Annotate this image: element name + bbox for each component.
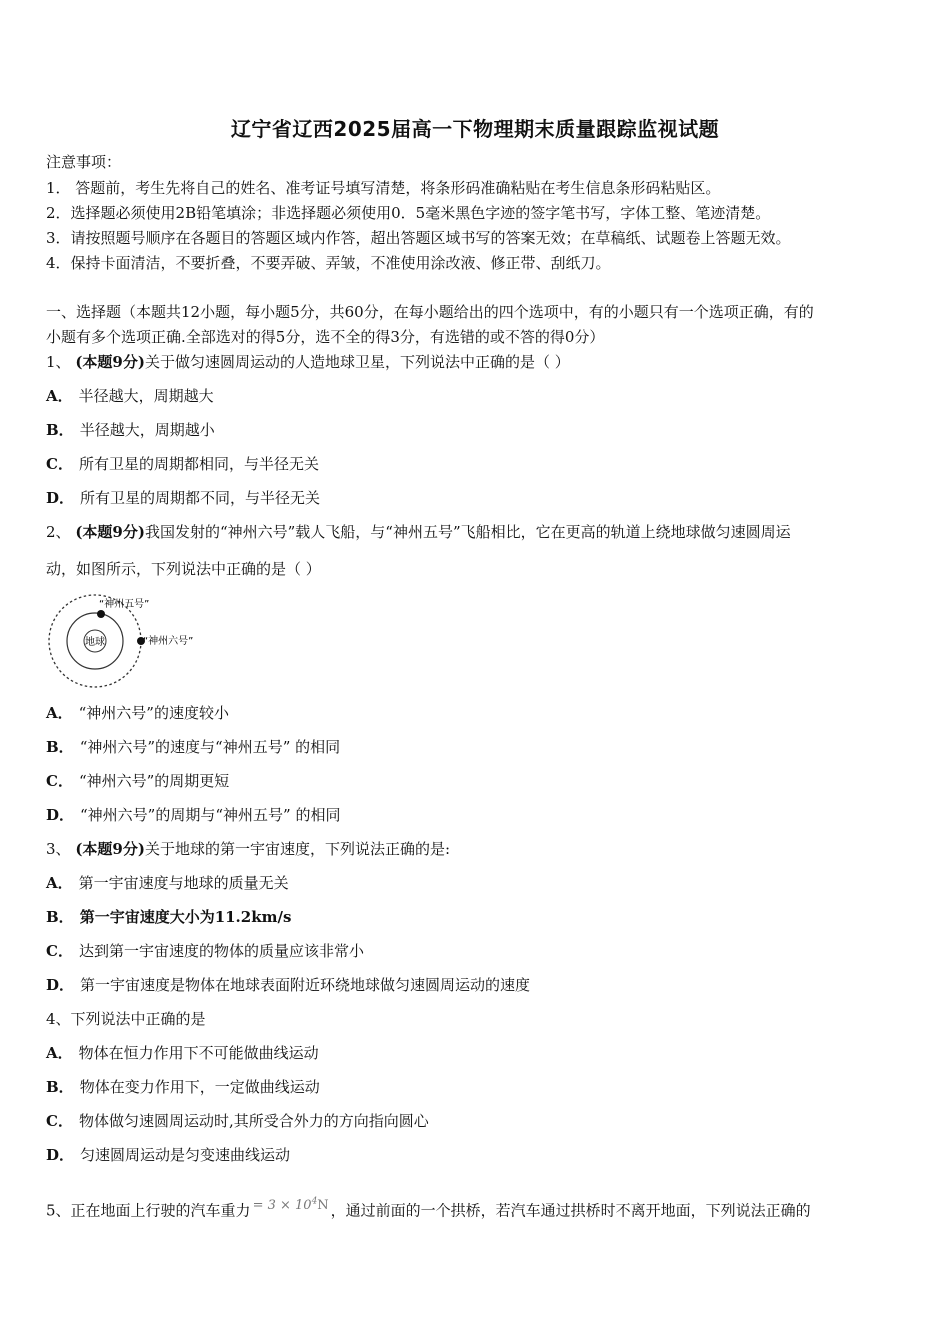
earth-label: 地球 (85, 637, 105, 648)
question-1 (46, 352, 570, 372)
section-instructions: 一、选择题（本题共12小题，每小题5分，共60分，在每小题给出的四个选项中，有的小题只有一个选项正确，有的 (46, 303, 814, 321)
shenzhou5-dot (97, 610, 105, 618)
question-stem: 我国发射的“神州六号”载人飞船，与“神州五号”飞船相比，它在更高的轨道上绕地球做匀速圆周运 (144, 523, 791, 541)
notice-heading: 注意事项： (46, 153, 122, 171)
option-d: D． 匀速圆周运动是匀变速曲线运动 (46, 1146, 291, 1164)
notice-item: 2．选择题必须使用2B铅笔填涂；非选择题必须使用0．5毫米黑色字迹的签字笔书写，字体工整、笔迹清楚。 (46, 204, 771, 222)
question-stem-cont: 动，如图所示，下列说法中正确的是（ ） (46, 560, 321, 578)
question-5 (46, 1192, 811, 1220)
question-4 (46, 1009, 206, 1029)
option-a: A． 第一宇宙速度与地球的质量无关 (46, 874, 289, 892)
option-a: A． “神州六号”的速度较小 (46, 704, 229, 722)
question-number: 4、 (46, 1010, 71, 1028)
page-title: 辽宁省辽西2025届高一下物理期末质量跟踪监视试题 (230, 117, 720, 141)
question-number: 1、 (46, 353, 71, 371)
question-score-tag: (本题9分) (75, 840, 145, 858)
question-2 (46, 522, 791, 542)
option-b: B． 第一宇宙速度大小为11.2km/s (46, 908, 292, 926)
option-c: C． “神州六号”的周期更短 (46, 772, 230, 790)
weight-formula: = $3 \times 10^4N$ (252, 1197, 329, 1214)
notice-item: 4．保持卡面清洁，不要折叠，不要弄破、弄皱，不准使用涂改液、修正带、刮纸刀。 (46, 254, 611, 272)
option-b: B． 半径越大，周期越小 (46, 421, 215, 439)
shenzhou6-label: “神州六号” (143, 636, 194, 647)
question-stem-cont: ，通过前面的一个拱桥，若汽车通过拱桥时不离开地面，下列说法正确的 (330, 1201, 811, 1220)
option-d: D． “神州六号”的周期与“神州五号” 的相同 (46, 806, 341, 824)
option-c: C． 物体做匀速圆周运动时,其所受合外力的方向指向圆心 (46, 1112, 429, 1130)
notice-item: 3．请按照题号顺序在各题目的答题区域内作答，超出答题区域书写的答案无效；在草稿纸、试题卷上答题无效。 (46, 229, 791, 247)
question-stem: 关于做匀速圆周运动的人造地球卫星，下列说法中正确的是（ ） (144, 353, 570, 371)
question-number: 2、 (46, 523, 71, 541)
option-b: B． 物体在变力作用下，一定做曲线运动 (46, 1078, 320, 1096)
question-3 (46, 839, 450, 859)
section-instructions-cont: 小题有多个选项正确.全部选对的得5分，选不全的得3分，有选错的或不答的得0分） (46, 328, 605, 346)
notice-item: 1． 答题前，考生先将自己的姓名、准考证号填写清楚，将条形码准确粘贴在考生信息条形码粘贴区。 (46, 179, 721, 197)
question-stem: 下列说法中正确的是 (70, 1010, 206, 1028)
option-c: C． 达到第一宇宙速度的物体的质量应该非常小 (46, 942, 364, 960)
question-stem: 正在地面上行驶的汽车重力 (70, 1201, 251, 1220)
option-d: D． 所有卫星的周期都不同，与半径无关 (46, 489, 321, 507)
orbit-diagram (40, 590, 220, 695)
option-d: D． 第一宇宙速度是物体在地球表面附近环绕地球做匀速圆周运动的速度 (46, 976, 531, 994)
question-number: 5、 (46, 1201, 71, 1220)
question-number: 3、 (46, 840, 71, 858)
option-b: B． “神州六号”的速度与“神州五号” 的相同 (46, 738, 341, 756)
question-stem: 关于地球的第一宇宙速度，下列说法正确的是: (144, 840, 451, 858)
question-score-tag: (本题9分) (75, 523, 145, 541)
option-c: C． 所有卫星的周期都相同，与半径无关 (46, 455, 319, 473)
option-a: A． 物体在恒力作用下不可能做曲线运动 (46, 1044, 319, 1062)
shenzhou5-label: “神州五号” (99, 599, 150, 610)
option-a: A． 半径越大，周期越大 (46, 387, 214, 405)
question-score-tag: (本题9分) (75, 353, 145, 371)
